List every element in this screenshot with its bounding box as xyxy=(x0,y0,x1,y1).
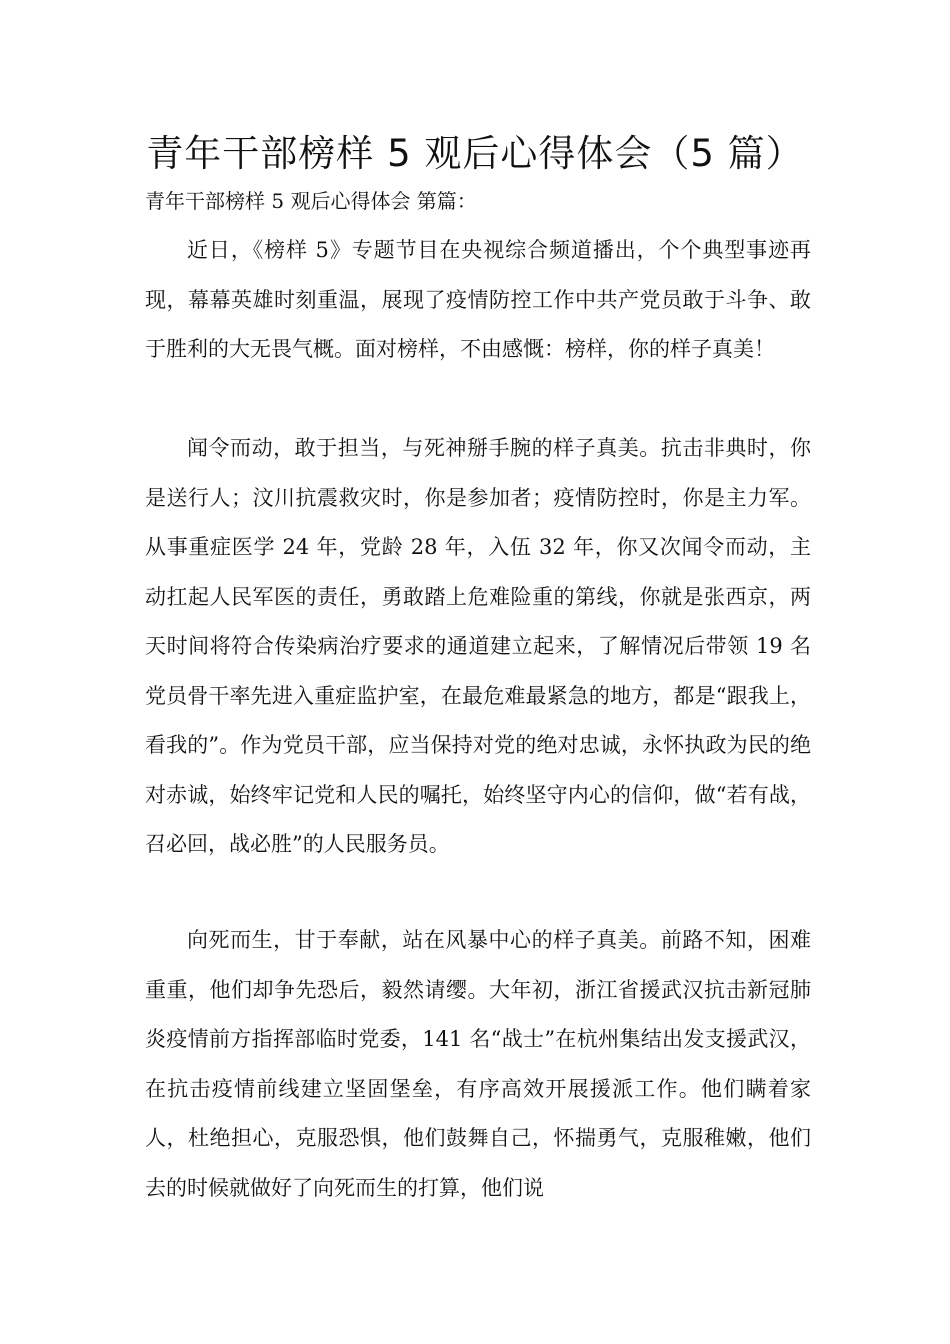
document-subtitle: 青年干部榜样 5 观后心得体会 第篇： xyxy=(145,189,477,213)
document-title: 青年干部榜样 5 观后心得体会（5 篇） xyxy=(146,132,804,175)
paragraph-3: 向死而生，甘于奉献，站在风暴中心的样子真美。前路不知，困难重重，他们却争先恐后，毅然请缨。大年初，浙江省援武汉抗击新冠肺炎疫情前方指挥部临时党委，141 名“战士”在杭州集结出发支援武汉，在抗击疫情前线建立坚固堡垒，有序高效开展援派工作。他们瞒着家人，杜绝担心，克服恐惧，他们鼓舞自己，怀揣勇气，克服稚嫩，他们去的时候就做好了向死而生的打算，他们说 xyxy=(145,928,811,1200)
paragraph-2: 闻令而动，敢于担当，与死神掰手腕的样子真美。抗击非典时，你是送行人；汶川抗震救灾时，你是参加者；疫情防控时，你是主力军。从事重症医学 24 年，党龄 28 年，入伍 32 年，你又次闻令而动，主动扛起人民军医的责任，勇敢踏上危难险重的第线，你就是张西京，两天时间将符合传染病治疗要求的通道建立起来，了解情况后带领 19 名党员骨干率先进入重症监护室，在最危难最紧急的地方，都是“跟我上，看我的”。作为党员干部，应当保持对党的绝对忠诚，永怀执政为民的绝对赤诚，始终牢记党和人民的嘱托，始终坚守内心的信仰，做“若有战，召必回，战必胜”的人民服务员。 xyxy=(145,436,811,856)
paragraph-1: 近日，《榜样 5》专题节目在央视综合频道播出，个个典型事迹再现，幕幕英雄时刻重温，展现了疫情防控工作中共产党员敢于斗争、敢于胜利的大无畏气概。面对榜样，不由感慨：榜样，你的样子真美！ xyxy=(145,238,811,361)
